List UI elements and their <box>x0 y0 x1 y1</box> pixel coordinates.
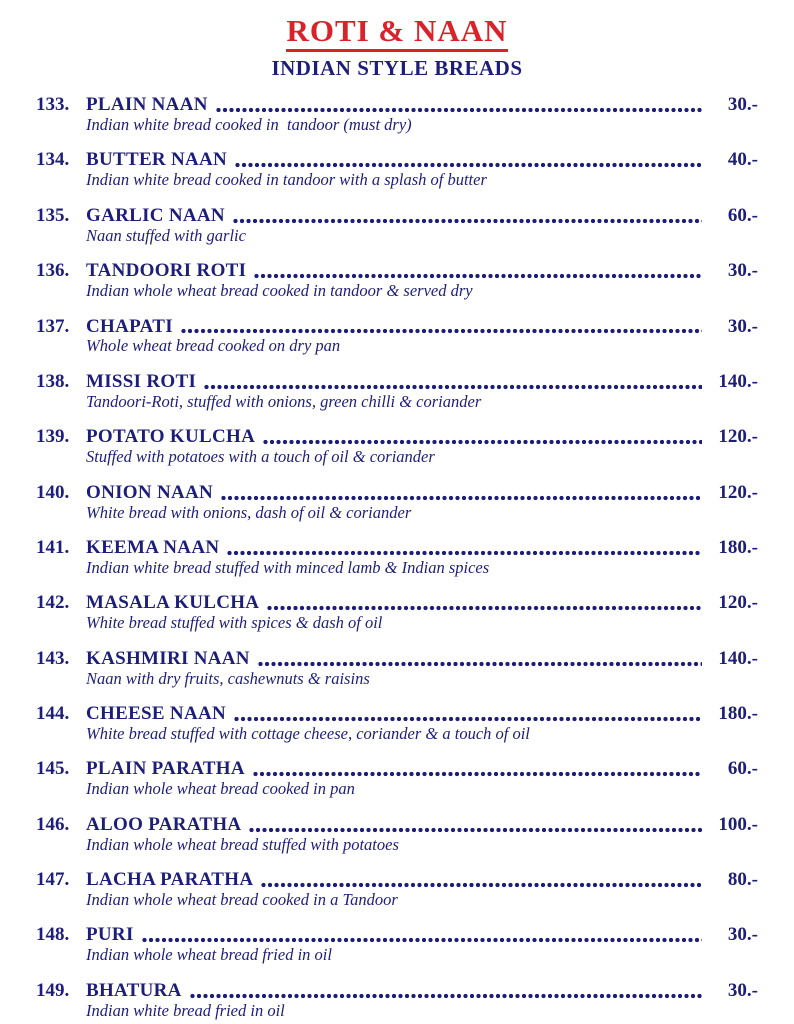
menu-item-row <box>36 427 758 448</box>
item-price: 120.- <box>718 481 758 503</box>
item-price: 120.- <box>718 426 758 448</box>
menu-item-list <box>36 95 758 1021</box>
item-name: GARLIC NAAN <box>86 204 225 226</box>
menu-item <box>36 593 758 633</box>
item-price: 60.- <box>727 204 758 226</box>
item-name: MASALA KULCHA <box>86 592 260 614</box>
item-name: ONION NAAN <box>86 481 214 503</box>
item-price: 140.- <box>718 370 758 392</box>
menu-item <box>36 317 758 357</box>
item-name: BHATURA <box>86 979 182 1001</box>
menu-item-row <box>36 150 758 171</box>
item-number: 146. <box>36 813 70 835</box>
item-name: PLAIN NAAN <box>86 94 208 116</box>
menu-item <box>36 95 758 135</box>
item-price: 140.- <box>718 647 758 669</box>
dotted-leader <box>216 107 702 113</box>
item-description: Indian white bread stuffed with minced lamb & Indian spices <box>86 557 490 577</box>
item-number: 133. <box>36 94 70 116</box>
page-subtitle: INDIAN STYLE BREADS <box>271 56 523 81</box>
menu-item-row <box>36 649 758 670</box>
item-number: 137. <box>36 315 70 337</box>
menu-item <box>36 759 758 799</box>
item-description: Indian whole wheat bread cooked in a Tandoor <box>86 890 398 910</box>
dotted-leader <box>263 439 702 445</box>
item-number: 141. <box>36 536 70 558</box>
item-price: 120.- <box>718 592 758 614</box>
item-price: 30.- <box>727 924 758 946</box>
menu-item <box>36 538 758 578</box>
item-name: MISSI ROTI <box>86 370 197 392</box>
menu-item <box>36 427 758 467</box>
menu-item <box>36 815 758 855</box>
item-price: 30.- <box>727 315 758 337</box>
menu-item <box>36 261 758 301</box>
item-description: Whole wheat bread cooked on dry pan <box>86 336 341 356</box>
menu-item <box>36 870 758 910</box>
item-description: Indian whole wheat bread cooked in tandoor & served dry <box>86 281 473 301</box>
menu-item-row <box>36 261 758 282</box>
item-number: 147. <box>36 869 70 891</box>
item-name: KEEMA NAAN <box>86 536 220 558</box>
item-description: Indian whole wheat bread stuffed with potatoes <box>86 834 399 854</box>
item-price: 40.- <box>727 149 758 171</box>
item-description: Indian whole wheat bread cooked in pan <box>86 779 355 799</box>
item-number: 148. <box>36 924 70 946</box>
item-name: POTATO KULCHA <box>86 426 256 448</box>
item-description: White bread stuffed with spices & dash of oil <box>86 613 383 633</box>
menu-item-row <box>36 95 758 116</box>
item-number: 144. <box>36 703 70 725</box>
dotted-leader <box>235 162 702 168</box>
item-description: Naan stuffed with garlic <box>86 225 246 245</box>
item-description: Indian white bread cooked in tandoor with a splash of butter <box>86 170 487 190</box>
dotted-leader <box>261 882 702 888</box>
menu-item <box>36 483 758 523</box>
menu-item <box>36 649 758 689</box>
item-number: 143. <box>36 647 70 669</box>
menu-item-row <box>36 870 758 891</box>
menu-item <box>36 372 758 412</box>
menu-item <box>36 206 758 246</box>
item-description: White bread stuffed with cottage cheese, coriander & a touch of oil <box>86 723 530 743</box>
item-number: 138. <box>36 370 70 392</box>
dotted-leader <box>181 328 702 334</box>
menu-item-row <box>36 704 758 725</box>
item-number: 140. <box>36 481 70 503</box>
item-price: 30.- <box>727 94 758 116</box>
item-name: PLAIN PARATHA <box>86 758 245 780</box>
menu-item-row <box>36 981 758 1002</box>
item-number: 134. <box>36 149 70 171</box>
dotted-leader <box>227 550 702 556</box>
item-price: 180.- <box>718 536 758 558</box>
menu-item-row <box>36 317 758 338</box>
item-description: Stuffed with potatoes with a touch of oil & coriander <box>86 447 435 467</box>
item-name: CHEESE NAAN <box>86 703 227 725</box>
dotted-leader <box>190 993 702 999</box>
menu-item-row <box>36 925 758 946</box>
dotted-leader <box>204 384 702 390</box>
menu-item <box>36 925 758 965</box>
item-name: ALOO PARATHA <box>86 813 242 835</box>
menu-item-row <box>36 538 758 559</box>
menu-item-row <box>36 206 758 227</box>
item-price: 80.- <box>727 869 758 891</box>
page-title: ROTI & NAAN <box>286 14 507 52</box>
menu-header <box>36 14 758 81</box>
dotted-leader <box>249 827 702 833</box>
item-number: 142. <box>36 592 70 614</box>
item-price: 30.- <box>727 260 758 282</box>
dotted-leader <box>221 495 702 501</box>
dotted-leader <box>234 716 702 722</box>
dotted-leader <box>233 218 702 224</box>
item-number: 135. <box>36 204 70 226</box>
menu-item <box>36 150 758 190</box>
item-price: 60.- <box>727 758 758 780</box>
menu-item-row <box>36 593 758 614</box>
menu-item-row <box>36 815 758 836</box>
item-description: Indian whole wheat bread fried in oil <box>86 945 332 965</box>
item-number: 136. <box>36 260 70 282</box>
item-price: 100.- <box>718 813 758 835</box>
item-name: KASHMIRI NAAN <box>86 647 250 669</box>
item-number: 145. <box>36 758 70 780</box>
dotted-leader <box>142 937 702 943</box>
item-name: BUTTER NAAN <box>86 149 228 171</box>
item-price: 180.- <box>718 703 758 725</box>
dotted-leader <box>258 661 702 667</box>
item-price: 30.- <box>727 979 758 1001</box>
item-number: 139. <box>36 426 70 448</box>
menu-item-row <box>36 483 758 504</box>
item-description: Indian white bread cooked in tandoor (must dry) <box>86 114 412 134</box>
item-description: Tandoori-Roti, stuffed with onions, green chilli & coriander <box>86 391 482 411</box>
item-description: White bread with onions, dash of oil & coriander <box>86 502 412 522</box>
item-name: PURI <box>86 924 134 946</box>
menu-item-row <box>36 372 758 393</box>
dotted-leader <box>253 771 702 777</box>
item-name: LACHA PARATHA <box>86 869 254 891</box>
menu-item <box>36 704 758 744</box>
item-description: Naan with dry fruits, cashewnuts & raisins <box>86 668 370 688</box>
menu-item-row <box>36 759 758 780</box>
dotted-leader <box>267 605 702 611</box>
item-name: CHAPATI <box>86 315 173 337</box>
item-number: 149. <box>36 979 70 1001</box>
item-name: TANDOORI ROTI <box>86 260 247 282</box>
item-description: Indian white bread fried in oil <box>86 1000 285 1020</box>
menu-item <box>36 981 758 1021</box>
dotted-leader <box>254 273 702 279</box>
